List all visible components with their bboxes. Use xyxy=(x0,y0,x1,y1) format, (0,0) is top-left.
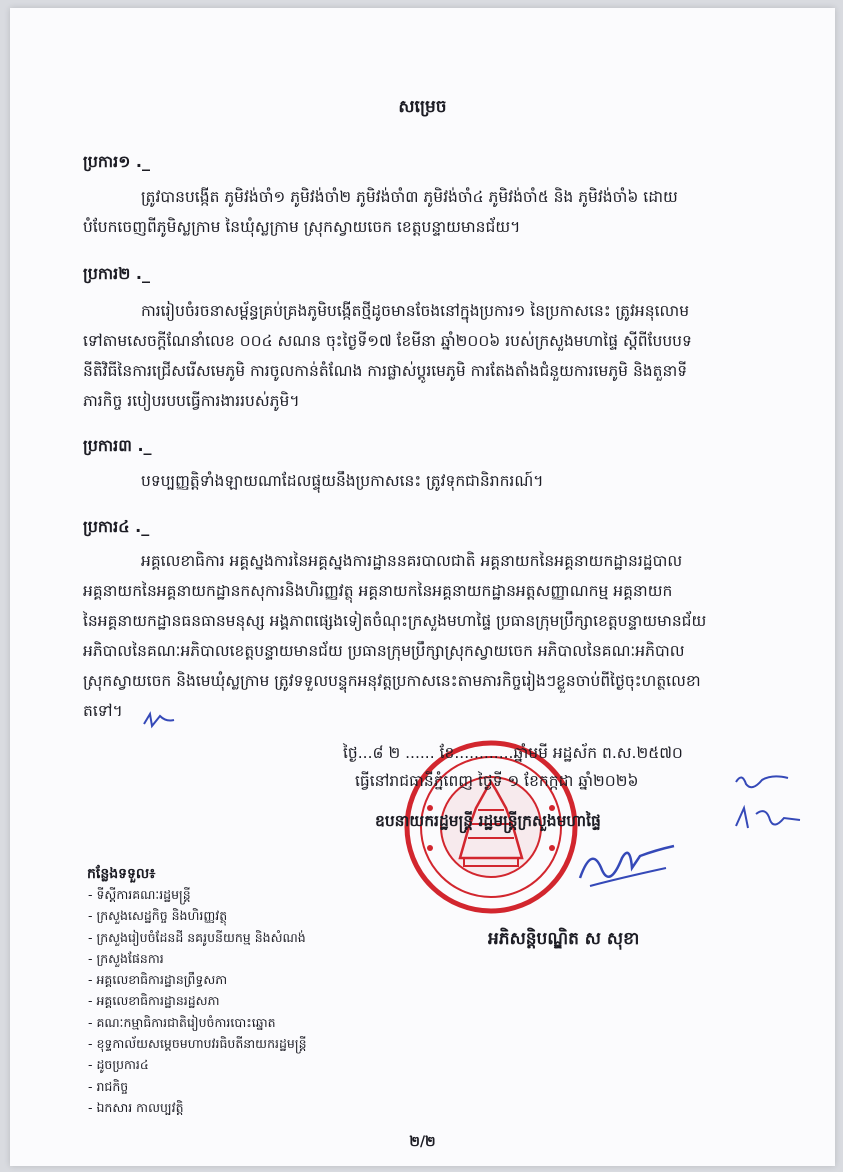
article-2-line-1: ការរៀបចំរចនាសម្ព័ន្ធគ្រប់គ្រងភូមិបង្កើតថ្មីដូចមានចែងនៅក្នុងប្រការ១ នៃប្រកាសនេះ ត្រូវអនុលោម xyxy=(141,302,690,320)
recipient-item: - គណៈកម្មាធិការជាតិរៀបចំការបោះឆ្នោត xyxy=(88,1014,276,1030)
article-4-line-2: អគ្គនាយកនៃអគ្គនាយកដ្ឋានកសុការនិងហិរញ្ញវត្ថុ អគ្គនាយកនៃអគ្គនាយកដ្ឋានអត្តសញ្ញាណកម្ម អគ្គនាយក xyxy=(83,582,673,600)
recipient-item: - អគ្គលេខាធិការដ្ឋានរដ្ឋសភា xyxy=(88,993,220,1009)
page-number: ២/២ xyxy=(409,1134,436,1150)
article-4-line-1: អគ្គលេខាធិការ អគ្គស្នងការនៃអគ្គស្នងការដ្ឋាននគរបាលជាតិ អគ្គនាយកនៃអគ្គនាយកដ្ឋានរដ្ឋបាល xyxy=(141,552,683,570)
article-2-body xyxy=(83,296,793,416)
article-1-body xyxy=(83,182,793,242)
handwritten-date-mark-icon xyxy=(732,770,792,794)
recipient-item: - រាជកិច្ច xyxy=(88,1078,129,1094)
handwritten-mark-icon xyxy=(140,708,180,732)
article-3-heading: ប្រការ៣ ._ xyxy=(83,436,152,455)
article-2-line-4: ភារកិច្ច របៀបរបបធ្វើការងាររបស់ភូមិ។ xyxy=(83,392,300,410)
article-4-line-6: តទៅ។ xyxy=(83,702,123,720)
date-line-lunar: ថ្ងៃ...៨ ២ ...... ខែ............ឆ្នាំមមី អដ្ឋស័ក ព.ស.២៥៧០ xyxy=(343,744,683,762)
article-4-line-5: ស្រុកស្វាយចេក និងមេឃុំស្លក្រាម ត្រូវទទួលបន្ទុកអនុវត្តប្រកាសនេះតាមភារកិច្ចរៀងៗខ្លួនចាប់ពីថ្ងៃចុះហត្ថលេខា xyxy=(83,672,701,690)
recipients-title: កន្លែងទទួល៖ xyxy=(87,866,156,882)
article-2-heading: ប្រការ២ ._ xyxy=(83,264,150,283)
article-4-line-4: អភិបាលនៃគណៈអភិបាលខេត្តបន្ទាយមានជ័យ ប្រធានក្រុមប្រឹក្សាស្រុកស្វាយចេក អភិបាលនៃគណៈអភិបាល xyxy=(83,642,685,660)
handwritten-initial-icon xyxy=(730,804,810,834)
article-4-line-3: នៃអគ្គនាយកដ្ឋានធនធានមនុស្ស អង្គភាពផ្សេងទៀតចំណុះក្រសួងមហាផ្ទៃ ប្រធានក្រុមប្រឹក្សាខេត្តបន្ទាយមានជ័យ xyxy=(83,612,707,630)
article-4-body xyxy=(83,546,793,726)
decision-title: សម្រេច xyxy=(398,97,447,117)
article-1-line-1: ត្រូវបានបង្កើត ភូមិវង់ចាំ១ ភូមិវង់ចាំ២ ភូមិវង់ចាំ៣ ភូមិវង់ចាំ៤ ភូមិវង់ចាំ៥ និង ភូមិវង់ចាំ៦ ដោយ xyxy=(141,188,678,206)
document-page xyxy=(10,8,835,1166)
recipient-item: - ដូចប្រការ៤ xyxy=(88,1057,149,1073)
recipient-item: - ក្រសួងសេដ្ឋកិច្ច និងហិរញ្ញវត្ថុ xyxy=(88,908,228,924)
signer-name: អភិសន្តិបណ្ឌិត ស សុខា xyxy=(488,929,640,949)
article-3-body xyxy=(83,466,793,496)
signer-title: ឧបនាយករដ្ឋមន្ត្រី រដ្ឋមន្ត្រីក្រសួងមហាផ្ទៃ xyxy=(375,812,601,830)
date-line-solar: ធ្វើនៅរាជធានីភ្នំពេញ ថ្ងៃទី ១ ខែកក្កដា ឆ្នាំ២០២៦ xyxy=(355,772,639,790)
recipient-item: - អគ្គលេខាធិការដ្ឋានព្រឹទ្ធសភា xyxy=(88,972,228,988)
recipient-item: - ខុទ្ទកាល័យសម្តេចមហាបវរធិបតីនាយករដ្ឋមន្ត្រី xyxy=(88,1036,307,1052)
article-2-line-3: នីតិវិធីនៃការជ្រើសរើសមេភូមិ ការចូលកាន់តំណែង ការផ្លាស់ប្តូរមេភូមិ ការតែងតាំងជំនួយការមេភូមិ និងតួនាទី xyxy=(83,362,688,380)
recipient-item: - ទីស្តីការគណៈរដ្ឋមន្ត្រី xyxy=(88,887,191,902)
article-1-line-2: បំបែកចេញពីភូមិស្លក្រាម នៃឃុំស្លក្រាម ស្រុកស្វាយចេក ខេត្តបន្ទាយមានជ័យ។ xyxy=(83,218,521,236)
recipient-item: - ក្រសួងផែនការ xyxy=(88,950,164,966)
recipient-item: - ក្រសួងរៀបចំដែនដី នគរូបនីយកម្ម និងសំណង់ xyxy=(88,929,306,945)
article-4-heading: ប្រការ៤ ._ xyxy=(83,517,150,536)
article-1-heading: ប្រការ១ ._ xyxy=(83,152,150,171)
recipient-item: - ឯកសារ កាលប្បវត្តិ xyxy=(88,1099,184,1115)
article-2-line-2: ទៅតាមសេចក្តីណែនាំលេខ ០០៤ សណន ចុះថ្ងៃទី១៧ ខែមីនា ឆ្នាំ២០០៦ របស់ក្រសួងមហាផ្ទៃ ស្តីពីបែបបទ xyxy=(83,332,692,350)
recipients-list xyxy=(88,884,307,1118)
article-3-line-1: បទប្បញ្ញត្តិទាំងឡាយណាដែលផ្ទុយនឹងប្រកាសនេះ ត្រូវទុកជានិរាករណ៍។ xyxy=(141,472,544,490)
signature-icon xyxy=(570,838,680,898)
